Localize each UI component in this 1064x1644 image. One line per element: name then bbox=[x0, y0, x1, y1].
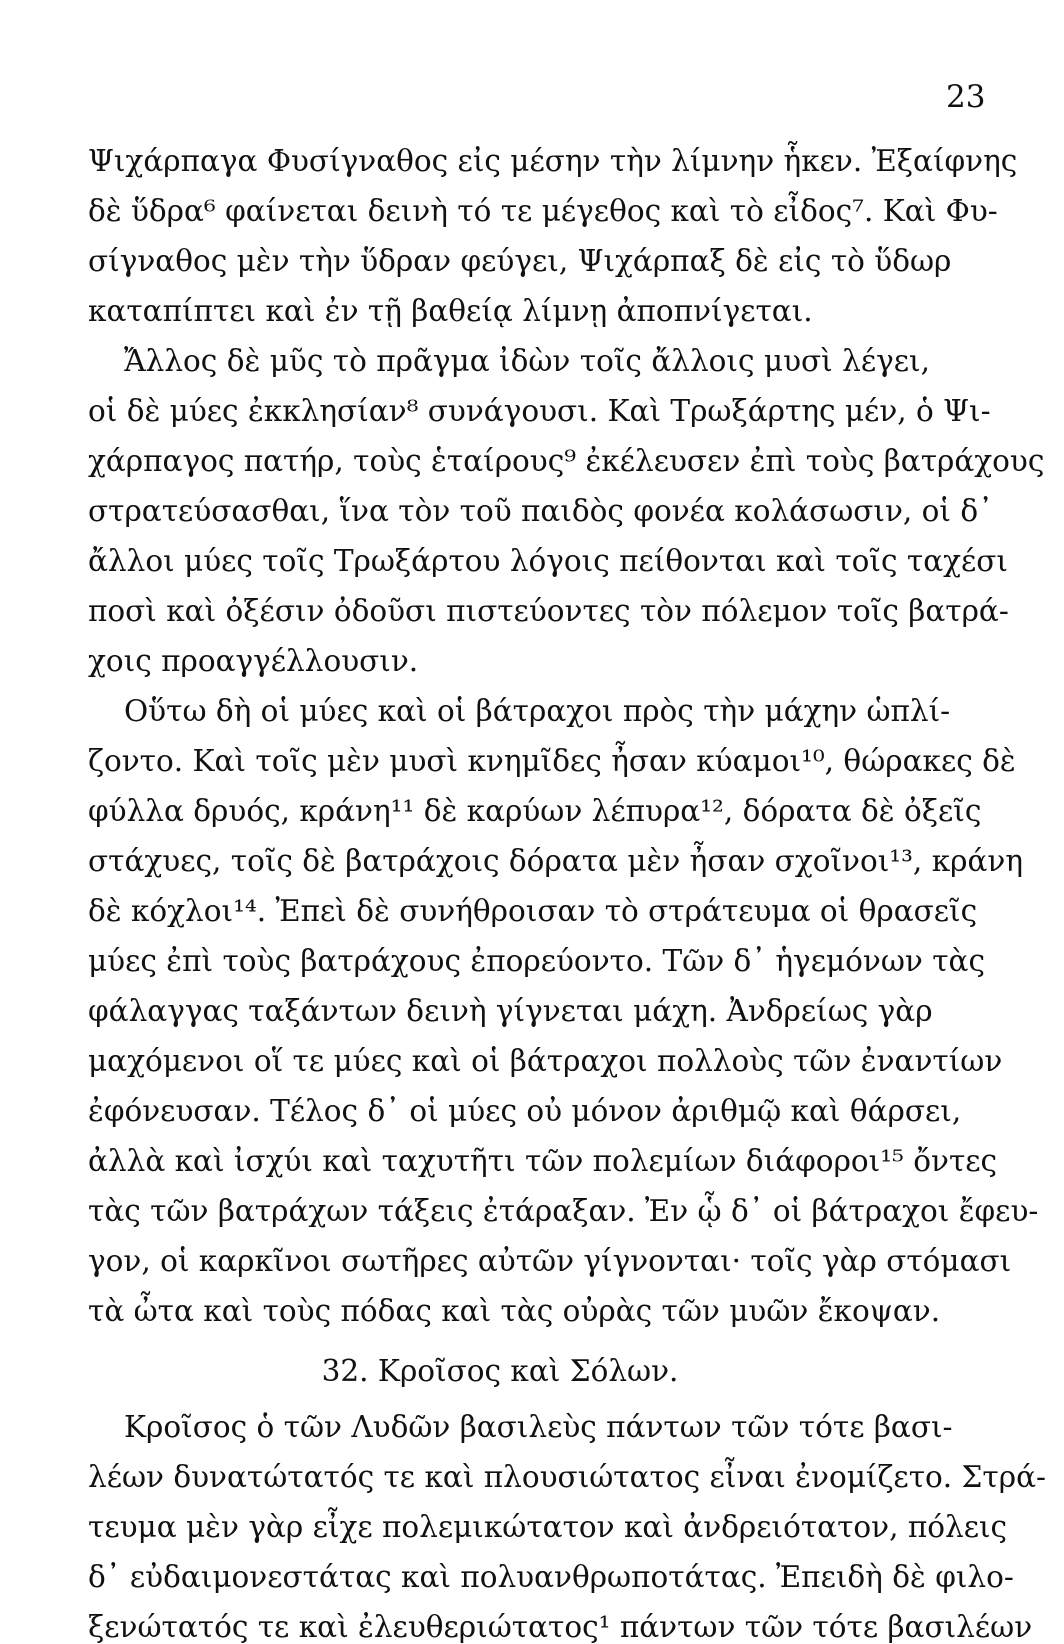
text-line: μαχόμενοι οἵ τε μύες καὶ οἱ βάτραχοι πολλοὺς τῶν ἐναντίων bbox=[88, 1044, 1003, 1078]
text-line: λέων δυνατώτατός τε καὶ πλουσιώτατος εἶναι ἐνομίζετο. Στρά- bbox=[88, 1460, 1046, 1494]
text-line: χάρπαγος πατήρ, τοὺς ἑταίρους⁹ ἐκέλευσεν ἐπὶ τοὺς βατράχους bbox=[88, 444, 1045, 478]
text-line: Οὕτω δὴ οἱ μύες καὶ οἱ βάτραχοι πρὸς τὴν μάχην ὡπλί- bbox=[124, 694, 951, 728]
text-line: στρατεύσασθαι, ἵνα τὸν τοῦ παιδὸς φονέα κολάσωσιν, οἱ δ᾽ bbox=[88, 494, 993, 528]
text-line: δὲ κόχλοι¹⁴. Ἐπεὶ δὲ συνήθροισαν τὸ στράτευμα οἱ θρασεῖς bbox=[88, 894, 978, 928]
text-line: τευμα μὲν γὰρ εἶχε πολεμικώτατον καὶ ἀνδρειότατον, πόλεις bbox=[88, 1510, 1008, 1544]
text-line: Κροῖσος ὁ τῶν Λυδῶν βασιλεὺς πάντων τῶν τότε βασι- bbox=[124, 1410, 953, 1444]
text-line: καταπίπτει καὶ ἐν τῇ βαθείᾳ λίμνῃ ἀποπνίγεται. bbox=[88, 294, 813, 328]
text-line: ποσὶ καὶ ὀξέσιν ὀδοῦσι πιστεύοντες τὸν πόλεμον τοῖς βατρά- bbox=[88, 594, 1009, 628]
text-line: δὲ ὕδρα⁶ φαίνεται δεινὴ τό τε μέγεθος καὶ τὸ εἶδος⁷. Καὶ Φυ- bbox=[88, 194, 998, 228]
text-line: ἐφόνευσαν. Τέλος δ᾽ οἱ μύες οὐ μόνον ἀριθμῷ καὶ θάρσει, bbox=[88, 1094, 962, 1128]
text-line: ξενώτατός τε καὶ ἐλευθεριώτατος¹ πάντων τῶν τότε βασιλέων bbox=[88, 1610, 1033, 1644]
text-line: Ἄλλος δὲ μῦς τὸ πρᾶγμα ἰδὼν τοῖς ἄλλοις μυσὶ λέγει, bbox=[124, 344, 930, 378]
text-line: μύες ἐπὶ τοὺς βατράχους ἐπορεύοντο. Τῶν δ᾽ ἡγεμόνων τὰς bbox=[88, 944, 985, 978]
text-line: φύλλα δρυός, κράνη¹¹ δὲ καρύων λέπυρα¹², δόρατα δὲ ὀξεῖς bbox=[88, 794, 982, 828]
text-line: γον, οἱ καρκῖνοι σωτῆρες αὐτῶν γίγνονται· τοῖς γὰρ στόμασι bbox=[88, 1244, 1012, 1278]
section-heading: 32. Κροῖσος καὶ Σόλων. bbox=[321, 1354, 679, 1388]
text-line: τὰς τῶν βατράχων τάξεις ἐτάραξαν. Ἐν ᾧ δ᾽ οἱ βάτραχοι ἔφευ- bbox=[88, 1194, 1039, 1228]
text-line: στάχυες, τοῖς δὲ βατράχοις δόρατα μὲν ἦσαν σχοῖνοι¹³, κράνη bbox=[88, 844, 1023, 878]
text-line: φάλαγγας ταξάντων δεινὴ γίγνεται μάχη. Ἀνδρείως γὰρ bbox=[88, 994, 933, 1028]
page-number: 23 bbox=[946, 79, 986, 115]
text-line: τὰ ὦτα καὶ τοὺς πόδας καὶ τὰς οὐρὰς τῶν μυῶν ἔκοψαν. bbox=[88, 1294, 941, 1328]
text-line: ζοντο. Καὶ τοῖς μὲν μυσὶ κνημῖδες ἦσαν κύαμοι¹⁰, θώρακες δὲ bbox=[88, 744, 1016, 778]
text-line: σίγναθος μὲν τὴν ὕδραν φεύγει, Ψιχάρπαξ δὲ εἰς τὸ ὕδωρ bbox=[88, 244, 952, 278]
text-line: δ᾽ εὐδαιμονεστάτας καὶ πολυανθρωποτάτας. Ἐπειδὴ δὲ φιλο- bbox=[88, 1560, 1014, 1594]
text-line: οἱ δὲ μύες ἐκκλησίαν⁸ συνάγουσι. Καὶ Τρωξάρτης μέν, ὁ Ψι- bbox=[88, 394, 991, 428]
text-line: ἀλλὰ καὶ ἰσχύι καὶ ταχυτῆτι τῶν πολεμίων διάφοροι¹⁵ ὄντες bbox=[88, 1144, 998, 1178]
text-line: ἄλλοι μύες τοῖς Τρωξάρτου λόγοις πείθονται καὶ τοῖς ταχέσι bbox=[88, 544, 1008, 578]
text-line: Ψιχάρπαγα Φυσίγναθος εἰς μέσην τὴν λίμνην ἧκεν. Ἐξαίφνης bbox=[88, 144, 1018, 178]
text-line: χοις προαγγέλλουσιν. bbox=[88, 644, 419, 678]
